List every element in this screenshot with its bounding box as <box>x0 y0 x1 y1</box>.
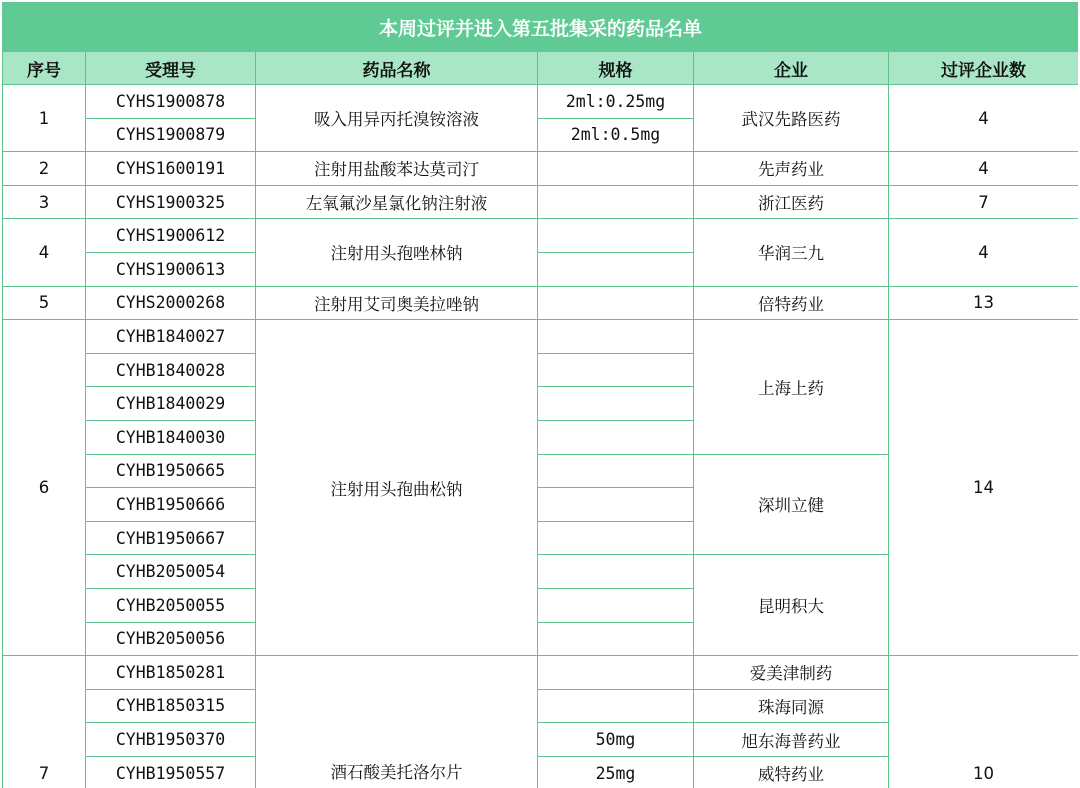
cell-spec <box>538 689 694 723</box>
cell-company: 上海上药 <box>694 320 889 454</box>
table-row <box>3 185 1079 219</box>
cell-company: 昆明积大 <box>694 555 889 656</box>
cell-accept-no: CYHS2000268 <box>86 286 256 320</box>
cell-spec: 25mg <box>538 756 694 788</box>
cell-company: 爱美津制药 <box>694 656 889 690</box>
cell-accept-no: CYHS1900612 <box>86 219 256 253</box>
cell-spec <box>538 420 694 454</box>
cell-accept-no: CYHB1950665 <box>86 454 256 488</box>
cell-drug-name: 注射用头孢曲松钠 <box>256 320 538 656</box>
cell-drug-name: 吸入用异丙托溴铵溶液 <box>256 85 538 152</box>
cell-company-count: 4 <box>889 85 1079 152</box>
cell-accept-no: CYHB1850315 <box>86 689 256 723</box>
table-title: 本周过评并进入第五批集采的药品名单 <box>3 3 1079 52</box>
cell-spec <box>538 252 694 286</box>
cell-spec <box>538 219 694 253</box>
cell-company: 武汉先路医药 <box>694 85 889 152</box>
table-row <box>3 286 1079 320</box>
cell-company: 浙江医药 <box>694 185 889 219</box>
cell-spec <box>538 588 694 622</box>
header-company-count: 过评企业数 <box>889 52 1079 85</box>
cell-spec <box>538 152 694 186</box>
table-row <box>3 85 1079 119</box>
cell-accept-no: CYHS1600191 <box>86 152 256 186</box>
cell-accept-no: CYHB2050055 <box>86 588 256 622</box>
cell-index: 2 <box>3 152 86 186</box>
cell-spec <box>538 353 694 387</box>
cell-spec <box>538 521 694 555</box>
cell-accept-no: CYHB2050056 <box>86 622 256 656</box>
cell-spec <box>538 185 694 219</box>
cell-accept-no: CYHB2050054 <box>86 555 256 589</box>
header-index: 序号 <box>3 52 86 85</box>
table-row <box>3 219 1079 253</box>
drug-table <box>2 2 1078 788</box>
cell-spec <box>538 622 694 656</box>
header-spec: 规格 <box>538 52 694 85</box>
cell-accept-no: CYHS1900325 <box>86 185 256 219</box>
cell-company: 先声药业 <box>694 152 889 186</box>
table-row <box>3 320 1079 354</box>
cell-accept-no: CYHS1900613 <box>86 252 256 286</box>
cell-spec <box>538 488 694 522</box>
cell-index: 7 <box>3 656 86 788</box>
cell-drug-name: 注射用艾司奥美拉唑钠 <box>256 286 538 320</box>
cell-company: 珠海同源 <box>694 689 889 723</box>
cell-index: 5 <box>3 286 86 320</box>
cell-company-count: 7 <box>889 185 1079 219</box>
cell-drug-name: 注射用头孢唑林钠 <box>256 219 538 286</box>
cell-spec <box>538 656 694 690</box>
header-drug-name: 药品名称 <box>256 52 538 85</box>
cell-spec: 50mg <box>538 723 694 757</box>
cell-company-count: 13 <box>889 286 1079 320</box>
cell-company: 华润三九 <box>694 219 889 286</box>
cell-index: 3 <box>3 185 86 219</box>
cell-company: 旭东海普药业 <box>694 723 889 757</box>
header-accept-no: 受理号 <box>86 52 256 85</box>
cell-spec <box>538 555 694 589</box>
cell-index: 1 <box>3 85 86 152</box>
cell-accept-no: CYHB1840028 <box>86 353 256 387</box>
cell-accept-no: CYHB1950557 <box>86 756 256 788</box>
cell-company-count: 14 <box>889 320 1079 656</box>
table-row <box>3 656 1079 690</box>
cell-spec: 2ml:0.5mg <box>538 118 694 152</box>
cell-accept-no: CYHS1900878 <box>86 85 256 119</box>
cell-company: 倍特药业 <box>694 286 889 320</box>
cell-index: 4 <box>3 219 86 286</box>
cell-company: 威特药业 <box>694 756 889 788</box>
cell-company-count: 4 <box>889 152 1079 186</box>
cell-index: 6 <box>3 320 86 656</box>
cell-accept-no: CYHB1950667 <box>86 521 256 555</box>
cell-accept-no: CYHB1950666 <box>86 488 256 522</box>
cell-spec <box>538 387 694 421</box>
cell-accept-no: CYHB1840029 <box>86 387 256 421</box>
table-row <box>3 152 1079 186</box>
cell-spec <box>538 454 694 488</box>
cell-accept-no: CYHB1950370 <box>86 723 256 757</box>
cell-spec: 2ml:0.25mg <box>538 85 694 119</box>
cell-company-count: 4 <box>889 219 1079 286</box>
cell-company-count: 10 <box>889 656 1079 788</box>
drug-list-sheet <box>2 2 1078 788</box>
header-company: 企业 <box>694 52 889 85</box>
cell-company: 深圳立健 <box>694 454 889 555</box>
cell-accept-no: CYHB1840027 <box>86 320 256 354</box>
cell-accept-no: CYHB1850281 <box>86 656 256 690</box>
cell-spec <box>538 286 694 320</box>
cell-drug-name: 酒石酸美托洛尔片 <box>256 656 538 788</box>
cell-spec <box>538 320 694 354</box>
cell-drug-name: 左氧氟沙星氯化钠注射液 <box>256 185 538 219</box>
cell-accept-no: CYHB1840030 <box>86 420 256 454</box>
cell-accept-no: CYHS1900879 <box>86 118 256 152</box>
cell-drug-name: 注射用盐酸苯达莫司汀 <box>256 152 538 186</box>
